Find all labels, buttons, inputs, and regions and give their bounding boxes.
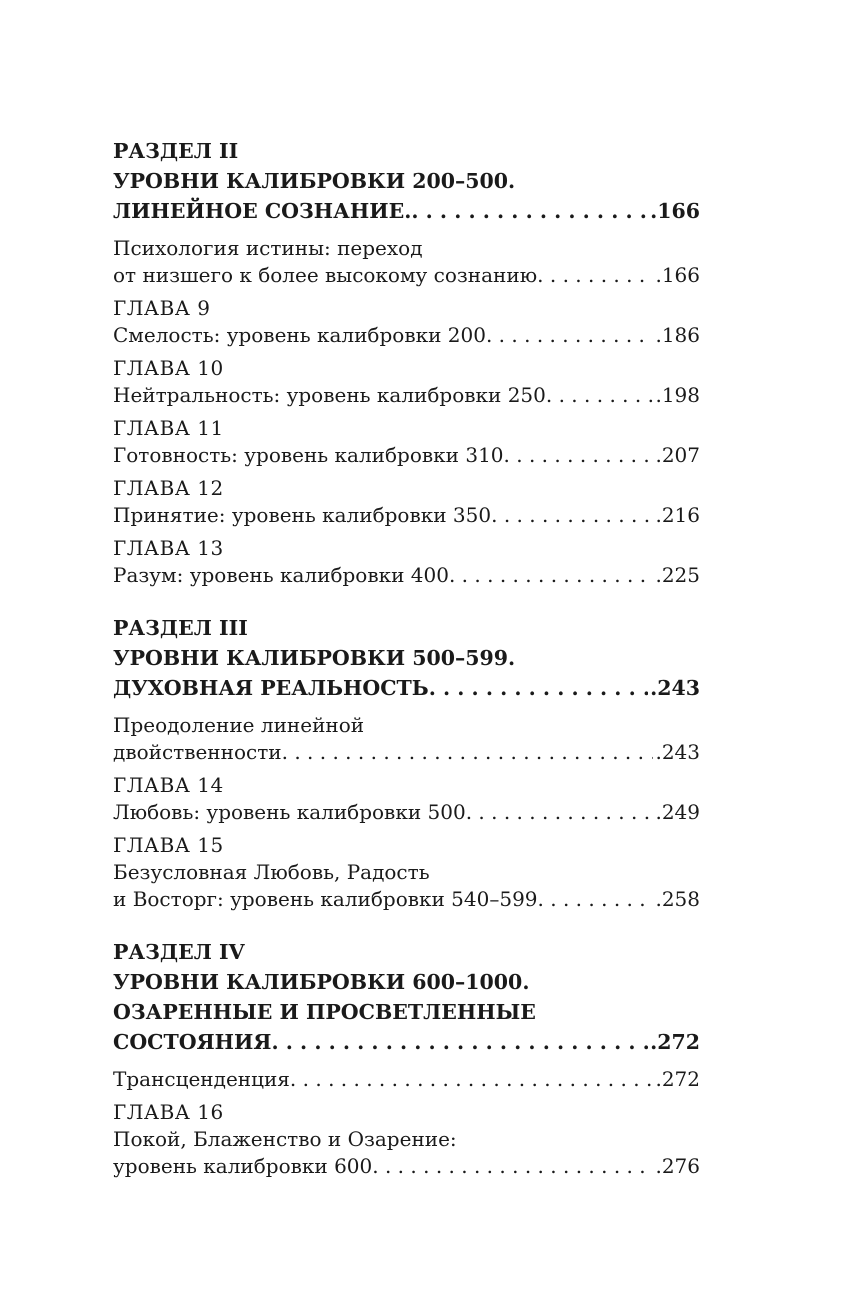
entry-last-line bbox=[113, 502, 700, 529]
entry-last-line bbox=[113, 442, 700, 469]
table-of-contents bbox=[113, 136, 700, 1186]
section-title-last bbox=[113, 196, 700, 226]
chapter-label: ГЛАВА 9 bbox=[113, 296, 211, 320]
section-title-last bbox=[113, 1027, 700, 1057]
toc-entry[interactable] bbox=[113, 1099, 700, 1180]
section-title-line: УРОВНИ КАЛИБРОВКИ 500–599. bbox=[113, 646, 516, 670]
entry-line: Психология истины: переход bbox=[113, 236, 423, 260]
leader-dots bbox=[491, 502, 653, 529]
toc-entry[interactable] bbox=[113, 535, 700, 589]
leader-dots bbox=[372, 1153, 653, 1180]
entry-title: Трансценденция bbox=[113, 1067, 290, 1091]
entry-title: двойственности bbox=[113, 740, 282, 764]
page-number: .198 bbox=[655, 383, 700, 407]
entry-title: уровень калибровки 600 bbox=[113, 1154, 373, 1178]
toc-entry[interactable] bbox=[113, 295, 700, 349]
entry-last-line bbox=[113, 322, 700, 349]
leader-dots bbox=[538, 886, 654, 913]
section-heading[interactable] bbox=[113, 136, 700, 226]
section-title-line: УРОВНИ КАЛИБРОВКИ 600–1000. bbox=[113, 970, 530, 994]
chapter-label: ГЛАВА 10 bbox=[113, 356, 224, 380]
entry-line: Покой, Блаженство и Озарение: bbox=[113, 1127, 457, 1151]
page-number: .166 bbox=[650, 199, 700, 223]
chapter-label: ГЛАВА 14 bbox=[113, 773, 224, 797]
page-number: .272 bbox=[655, 1067, 700, 1091]
toc-entry[interactable] bbox=[113, 235, 700, 289]
entry-title: и Восторг: уровень калибровки 540–599 bbox=[113, 887, 538, 911]
page-number: .216 bbox=[655, 503, 700, 527]
leader-dots bbox=[429, 673, 648, 703]
toc-section-4 bbox=[113, 937, 700, 1180]
page-number: .207 bbox=[655, 443, 700, 467]
section-title-text: ДУХОВНАЯ РЕАЛЬНОСТЬ bbox=[113, 676, 429, 700]
leader-dots bbox=[272, 1027, 649, 1057]
toc-section-3 bbox=[113, 613, 700, 913]
toc-entry[interactable] bbox=[113, 415, 700, 469]
chapter-label: ГЛАВА 13 bbox=[113, 536, 224, 560]
chapter-label: ГЛАВА 12 bbox=[113, 476, 224, 500]
leader-dots bbox=[290, 1066, 654, 1093]
entry-title: Готовность: уровень калибровки 310 bbox=[113, 443, 504, 467]
page-number: .276 bbox=[655, 1154, 700, 1178]
section-label: РАЗДЕЛ IV bbox=[113, 940, 245, 964]
toc-entry[interactable] bbox=[113, 832, 700, 913]
entry-title: от низшего к более высокому сознанию bbox=[113, 263, 538, 287]
page-number: .225 bbox=[655, 563, 700, 587]
entry-line: Преодоление линейной bbox=[113, 713, 365, 737]
section-title-text: ЛИНЕЙНОЕ СОЗНАНИЕ. bbox=[113, 199, 412, 223]
entry-last-line bbox=[113, 886, 700, 913]
entry-last-line bbox=[113, 799, 700, 826]
page-number: .243 bbox=[655, 740, 700, 764]
page-number: .258 bbox=[655, 887, 700, 911]
chapter-label: ГЛАВА 11 bbox=[113, 416, 224, 440]
section-heading[interactable] bbox=[113, 613, 700, 703]
entry-title: Любовь: уровень калибровки 500 bbox=[113, 800, 466, 824]
page-number: .243 bbox=[650, 676, 700, 700]
section-title-line: УРОВНИ КАЛИБРОВКИ 200–500. bbox=[113, 169, 516, 193]
entry-title: Смелость: уровень калибровки 200 bbox=[113, 323, 486, 347]
toc-entry[interactable] bbox=[113, 1066, 700, 1093]
leader-dots bbox=[411, 196, 648, 226]
section-title-last bbox=[113, 673, 700, 703]
toc-entry[interactable] bbox=[113, 712, 700, 766]
page-number: .186 bbox=[655, 323, 700, 347]
toc-entry[interactable] bbox=[113, 772, 700, 826]
toc-section-2 bbox=[113, 136, 700, 589]
leader-dots bbox=[504, 442, 654, 469]
entry-last-line bbox=[113, 1066, 700, 1093]
section-heading[interactable] bbox=[113, 937, 700, 1057]
leader-dots bbox=[466, 799, 654, 826]
chapter-label: ГЛАВА 16 bbox=[113, 1100, 224, 1124]
entry-last-line bbox=[113, 562, 700, 589]
page-number: .166 bbox=[655, 263, 700, 287]
leader-dots bbox=[486, 322, 654, 349]
entry-last-line bbox=[113, 739, 700, 766]
toc-entry[interactable] bbox=[113, 355, 700, 409]
entry-title: Разум: уровень калибровки 400 bbox=[113, 563, 449, 587]
entry-last-line bbox=[113, 262, 700, 289]
section-title-line: ОЗАРЕННЫЕ И ПРОСВЕТЛЕННЫЕ bbox=[113, 1000, 536, 1024]
toc-entry[interactable] bbox=[113, 475, 700, 529]
section-label: РАЗДЕЛ II bbox=[113, 139, 239, 163]
chapter-label: ГЛАВА 15 bbox=[113, 833, 224, 857]
entry-line: Безусловная Любовь, Радость bbox=[113, 860, 430, 884]
section-title-text: СОСТОЯНИЯ bbox=[113, 1030, 272, 1054]
page-number: .272 bbox=[650, 1030, 700, 1054]
entry-last-line bbox=[113, 382, 700, 409]
page-number: .249 bbox=[655, 800, 700, 824]
entry-title: Нейтральность: уровень калибровки 250 bbox=[113, 383, 546, 407]
entry-title: Принятие: уровень калибровки 350 bbox=[113, 503, 492, 527]
leader-dots bbox=[537, 262, 653, 289]
section-label: РАЗДЕЛ III bbox=[113, 616, 248, 640]
entry-last-line bbox=[113, 1153, 700, 1180]
leader-dots bbox=[449, 562, 654, 589]
leader-dots bbox=[282, 739, 654, 766]
leader-dots bbox=[546, 382, 654, 409]
